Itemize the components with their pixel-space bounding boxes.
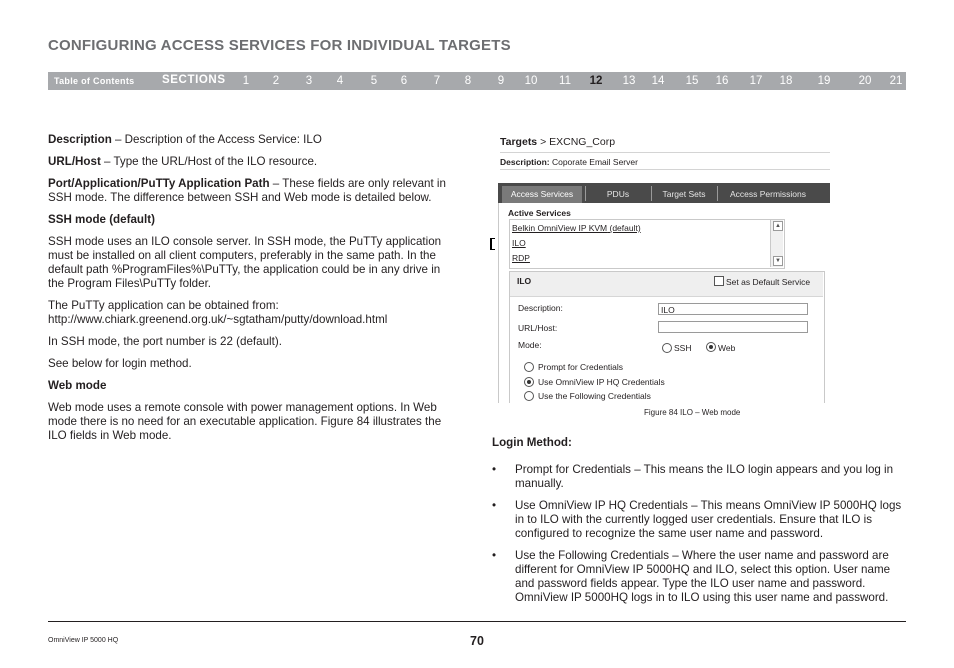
- section-link-9[interactable]: 9: [497, 75, 505, 87]
- section-link-20[interactable]: 20: [858, 75, 872, 87]
- section-link-8[interactable]: 8: [464, 75, 472, 87]
- mode-ssh-radio[interactable]: [662, 343, 672, 353]
- active-services-title: Active Services: [508, 208, 571, 218]
- default-service-label: Set as Default Service: [726, 277, 811, 287]
- scroll-up-icon[interactable]: ▲: [773, 221, 783, 231]
- services-scrollbar[interactable]: [770, 220, 783, 267]
- section-link-15[interactable]: 15: [685, 75, 699, 87]
- section-link-21[interactable]: 21: [889, 75, 903, 87]
- ssh-mode-heading: SSH mode (default): [48, 213, 155, 226]
- scroll-down-icon[interactable]: ▼: [773, 256, 783, 266]
- crop-mark: [490, 238, 495, 250]
- following-credentials-radio[interactable]: [524, 391, 534, 401]
- list-item: • Use the Following Credentials – Where the user name and password are different for OmniView IP 5000HQ and ILO, select this option. User name and password fields appear. Type the ILO user name and password. OmniView IP 5000HQ logs in to ILO using this user name and password.: [492, 549, 906, 605]
- putty-download-url[interactable]: http://www.chiark.greenend.org.uk/~sgtatham/putty/download.html: [48, 313, 388, 326]
- footer-divider: [48, 621, 906, 622]
- ilo-panel-title: ILO: [517, 276, 532, 286]
- divider: [500, 169, 830, 170]
- web-mode-paragraph: Web mode uses a remote console with power management options. In Web mode there is no need for an executable application. Figure 84 illustrates the ILO fields in Web mode.: [48, 401, 442, 442]
- section-link-11[interactable]: 11: [559, 75, 571, 87]
- url-host-input[interactable]: [658, 321, 808, 333]
- tab-separator: [717, 186, 718, 201]
- section-link-18[interactable]: 18: [779, 75, 793, 87]
- section-link-1[interactable]: 1: [242, 75, 250, 87]
- tab-access-permissions[interactable]: Access Permissions: [729, 189, 807, 199]
- following-credentials-label: Use the Following Credentials: [538, 391, 651, 401]
- url-host-field-label: URL/Host:: [518, 323, 558, 333]
- target-description: Description: Coporate Email Server: [500, 157, 638, 167]
- prompt-credentials-label: Prompt for Credentials: [538, 362, 624, 372]
- section-link-16[interactable]: 16: [715, 75, 729, 87]
- section-link-3[interactable]: 3: [305, 75, 313, 87]
- default-service-checkbox[interactable]: [714, 276, 724, 286]
- section-link-10[interactable]: 10: [524, 75, 538, 87]
- section-link-6[interactable]: 6: [400, 75, 408, 87]
- login-method-heading: Login Method:: [492, 436, 572, 449]
- left-column: [48, 133, 448, 451]
- target-breadcrumb: Targets > EXCNG_Corp: [500, 136, 616, 148]
- page-number: 70: [470, 634, 484, 648]
- section-link-17[interactable]: 17: [749, 75, 763, 87]
- section-link-2[interactable]: 2: [272, 75, 280, 87]
- prompt-credentials-radio[interactable]: [524, 362, 534, 372]
- mode-label: Mode:: [518, 340, 542, 350]
- service-item-belkin-kvm[interactable]: Belkin OmniView IP KVM (default): [512, 223, 641, 233]
- tab-target-sets[interactable]: Target Sets: [662, 189, 706, 199]
- table-of-contents-link[interactable]: Table of Contents: [54, 76, 135, 86]
- sections-label: SECTIONS: [162, 74, 226, 86]
- section-link-13[interactable]: 13: [622, 75, 636, 87]
- description-paragraph: Description – Description of the Access Service: ILO: [48, 133, 322, 146]
- section-link-19[interactable]: 19: [817, 75, 831, 87]
- figure-caption: Figure 84 ILO – Web mode: [644, 408, 741, 417]
- ilo-web-mode-screenshot: [490, 128, 830, 403]
- service-item-ilo[interactable]: ILO: [512, 238, 526, 248]
- footer-product-name: OmniView IP 5000 HQ: [48, 637, 119, 644]
- mode-web-radio[interactable]: [706, 342, 716, 352]
- section-link-5[interactable]: 5: [370, 75, 378, 87]
- tab-pdus[interactable]: PDUs: [606, 189, 630, 199]
- section-navbar: [48, 72, 906, 90]
- list-item: • Use OmniView IP HQ Credentials – This means OmniView IP 5000HQ logs in to ILO with the currently logged user credentials. Ensure that ILO is configured to recognize the same user name and password.: [492, 499, 906, 541]
- right-column: [492, 436, 906, 613]
- ssh-port-paragraph: In SSH mode, the port number is 22 (default).: [48, 335, 282, 348]
- login-method-list: [492, 463, 906, 605]
- description-input[interactable]: ILO: [658, 303, 808, 315]
- page-title: CONFIGURING ACCESS SERVICES FOR INDIVIDUAL TARGETS: [48, 37, 511, 54]
- section-link-12[interactable]: 12: [589, 75, 603, 87]
- list-item: • Prompt for Credentials – This means the ILO login appears and you log in manually.: [492, 463, 906, 491]
- description-field-label: Description:: [518, 303, 563, 313]
- divider: [500, 152, 830, 153]
- tab-separator: [585, 186, 586, 201]
- tab-access-services[interactable]: Access Services: [502, 186, 582, 203]
- section-link-4[interactable]: 4: [336, 75, 344, 87]
- mode-ssh-label: SSH: [674, 343, 692, 353]
- ssh-mode-paragraph: SSH mode uses an ILO console server. In SSH mode, the PuTTy application must be installed on all client computers, preferably in the same path. In the default path %ProgramFiles%\PuTTy, the application could be in any drive in the Program Files\PuTTy folder.: [48, 235, 442, 290]
- login-method-reference: See below for login method.: [48, 357, 192, 370]
- section-link-14[interactable]: 14: [651, 75, 665, 87]
- omniview-credentials-label: Use OmniView IP HQ Credentials: [538, 377, 665, 387]
- port-path-paragraph: Port/Application/PuTTy Application Path – These fields are only relevant in SSH mode. The difference between SSH and Web mode is detailed below.: [48, 177, 446, 204]
- putty-download-paragraph: The PuTTy application can be obtained from: http://www.chiark.greenend.org.uk/~sgtatham/putty/download.html: [48, 299, 388, 326]
- omniview-credentials-radio[interactable]: [524, 377, 534, 387]
- url-host-paragraph: URL/Host – Type the URL/Host of the ILO resource.: [48, 155, 318, 168]
- web-mode-heading: Web mode: [48, 379, 107, 392]
- mode-web-label: Web: [718, 343, 736, 353]
- target-tabs: [498, 183, 830, 203]
- tab-separator: [651, 186, 652, 201]
- service-item-rdp[interactable]: RDP: [512, 253, 530, 263]
- section-link-7[interactable]: 7: [433, 75, 441, 87]
